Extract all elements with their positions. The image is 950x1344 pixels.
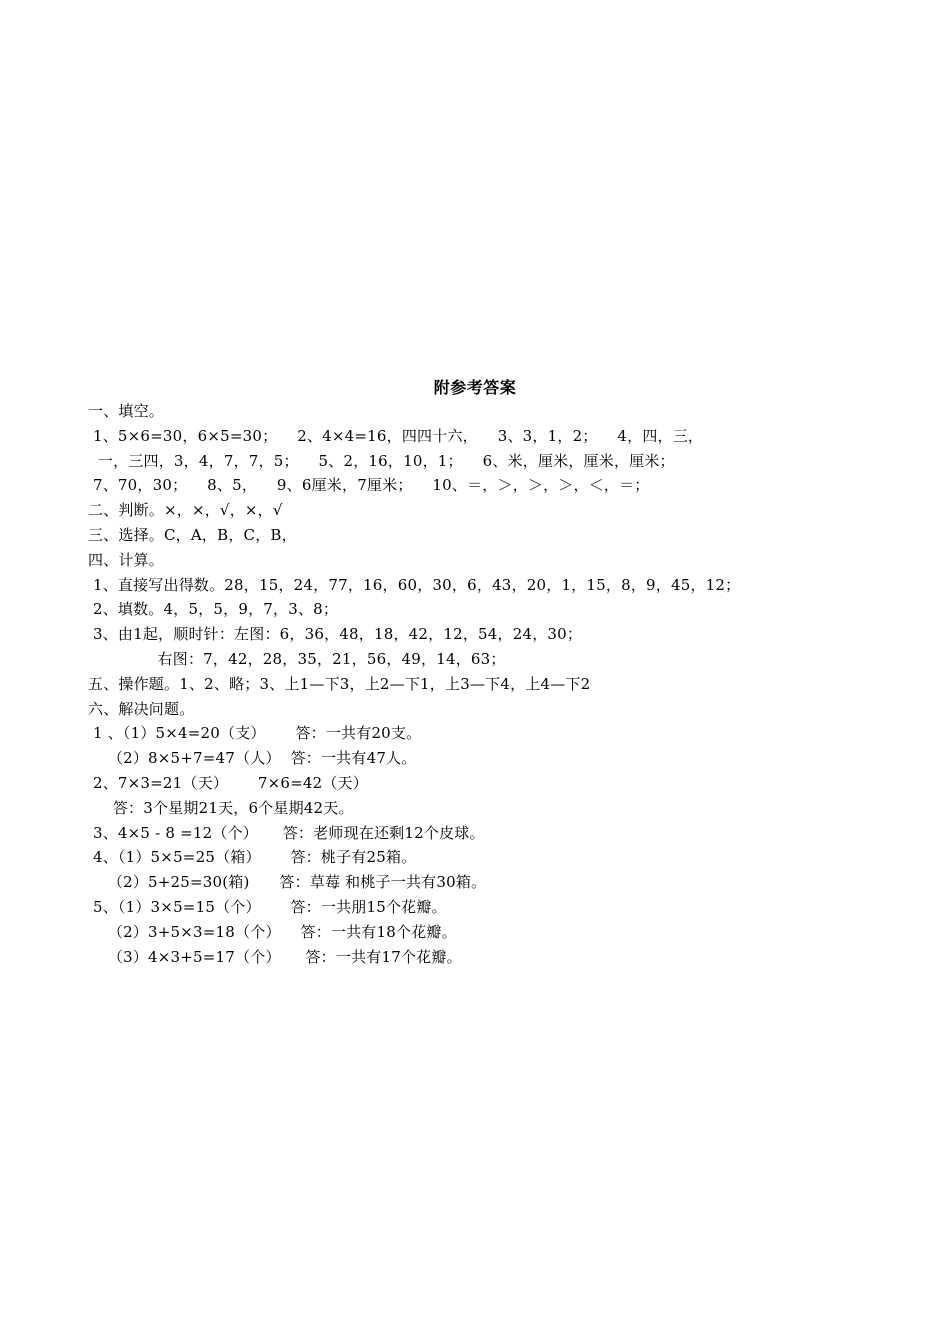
solve-line: 4、（1）5×5=25（箱） 答：桃子有25箱。 bbox=[88, 848, 417, 867]
calc-line: 3、由1起，顺时针：左图：6，36，48，18，42，12，54，24，30； bbox=[88, 625, 583, 644]
page-title: 附参考答案 bbox=[433, 378, 517, 397]
section-judge-line: 二、判断。×，×，√，×，√ bbox=[88, 501, 283, 520]
solve-line: 2、7×3=21（天） 7×6=42（天） bbox=[88, 773, 368, 792]
calc-line: 1、直接写出得数。28，15，24，77，16，60，30，6，43，20，1，15，8，9，45，12； bbox=[88, 575, 741, 594]
solve-line: 5、（1）3×5=15（个） 答：一共朋15个花瓣。 bbox=[88, 897, 447, 916]
solve-line: （2）5+25=30(箱) 答：草莓 和桃子一共有30箱。 bbox=[88, 873, 487, 892]
solve-line: 1 、（1）5×4=20（支） 答：一共有20支。 bbox=[88, 724, 422, 743]
fill-blank-line: 7、70，30； 8、5， 9、6厘米，7厘米； 10、＝，＞，＞，＞，＜，＝； bbox=[88, 476, 650, 495]
answer-content bbox=[88, 399, 928, 969]
section-choice-line: 三、选择。C，A，B，C，B， bbox=[88, 525, 297, 544]
solve-line: （3）4×3+5=17（个） 答：一共有17个花瓣。 bbox=[88, 947, 462, 966]
solve-line: 答：3个星期21天，6个星期42天。 bbox=[88, 798, 354, 817]
fill-blank-line: 1、5×6=30，6×5=30； 2、4×4=16，四四十六， 3、3，1，2； 4，四，三， bbox=[88, 426, 704, 445]
solve-line: 3、4×5 - 8 =12（个） 答：老师现在还剩12个皮球。 bbox=[88, 823, 485, 842]
solve-line: （2）3+5×3=18（个） 答：一共有18个花瓣。 bbox=[88, 922, 457, 941]
section-operate-line: 五、操作题。1、2、略；3、上1—下3，上2—下1，上3—下4，上4—下2 bbox=[88, 674, 591, 693]
calc-line: 2、填数。4，5，5，9，7，3、8； bbox=[88, 600, 339, 619]
section-solve-heading: 六、解决问题。 bbox=[88, 699, 195, 718]
section-fill-blank-heading: 一、填空。 bbox=[88, 402, 165, 420]
calc-line: 右图：7，42，28，35，21，56，49，14，63； bbox=[88, 649, 506, 668]
fill-blank-line: 一，三四，3，4，7，7，5； 5、2，16，10，1； 6、米，厘米，厘米，厘米； bbox=[88, 451, 675, 470]
section-calc-heading: 四、计算。 bbox=[88, 550, 165, 569]
solve-line: （2）8×5+7=47（人） 答：一共有47人。 bbox=[88, 749, 417, 768]
